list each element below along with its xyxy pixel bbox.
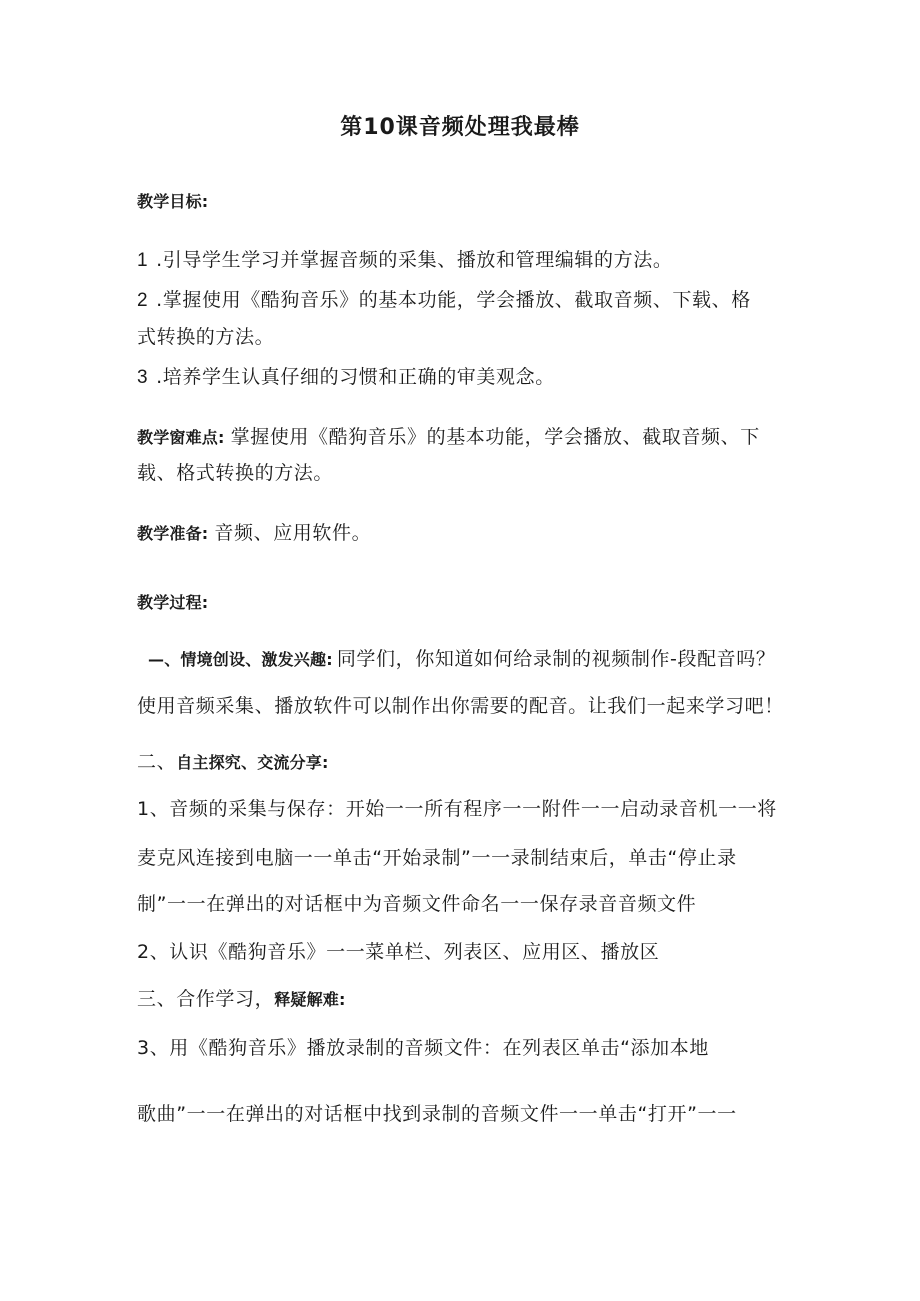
objective-2-text: .掌握使用《酷狗音乐》的基本功能，学会播放、截取音频、下载、格 <box>156 289 751 311</box>
section-3-prefix: 三、合作学习， <box>137 988 275 1010</box>
objective-1 <box>137 248 672 273</box>
process-heading: 教学过程: <box>137 593 209 612</box>
key-points-label: 教学窗难点: <box>137 428 225 447</box>
section-3-item-3-line-1: 3、用《酷狗音乐》播放录制的音频文件：在列表区单击“添加本地 <box>137 1037 709 1059</box>
process-section-2-heading <box>137 750 329 775</box>
preparation-label: 教学准备: <box>137 524 209 543</box>
objectives-heading: 教学目标: <box>137 192 209 211</box>
section-2-item-2: 2、认识《酷狗音乐》一一菜单栏、列表区、应用区、播放区 <box>137 941 660 963</box>
section-2-label: 自主探究、交流分享: <box>176 753 329 772</box>
section-2-item-1-line-3: 制”一一在弹出的对话框中为音频文件命名一一保存录音音频文件 <box>137 893 697 915</box>
objective-2-number: 2 <box>137 290 149 311</box>
process-section-1-continuation: 使用音频采集、播放软件可以制作出你需要的配音。让我们一起来学习吧！ <box>137 695 784 717</box>
section-2-item-1-line-1: 1、音频的采集与保存：开始一一所有程序一一附件一一启动录音机一一将 <box>137 798 777 820</box>
objective-3-text: .培养学生认真仔细的习惯和正确的审美观念。 <box>156 366 555 388</box>
section-1-text: 同学们，你知道如何给录制的视频制作-段配音吗？ <box>336 648 776 670</box>
objective-1-text: .引导学生学习并掌握音频的采集、播放和管理编辑的方法。 <box>156 249 673 271</box>
objective-2-continuation: 式转换的方法。 <box>137 326 275 348</box>
objective-3-number: 3 <box>137 367 149 388</box>
objective-3 <box>137 365 555 390</box>
page-title: 第10课音频处理我最棒 <box>340 115 580 140</box>
process-section-1 <box>148 647 775 672</box>
section-3-item-3-line-2: 歌曲”一一在弹出的对话框中找到录制的音频文件一一单击“打开”一一 <box>137 1103 737 1125</box>
section-1-label: —、情境创设、激发兴趣: <box>148 650 333 669</box>
section-2-item-1-line-2: 麦克风连接到电脑一一单击“开始录制”一一录制结束后，单击“停止录 <box>137 847 737 869</box>
section-3-label: 释疑解难: <box>274 990 346 1009</box>
objective-2 <box>137 288 751 313</box>
section-2-prefix: 二、 <box>137 751 177 773</box>
objective-1-number: 1 <box>137 250 149 271</box>
key-points-text: 掌握使用《酷狗音乐》的基本功能，学会播放、截取音频、下 <box>230 426 760 448</box>
key-points-continuation: 载、格式转换的方法。 <box>137 462 334 484</box>
preparation-text: 音频、应用软件。 <box>214 522 372 544</box>
preparation <box>137 521 371 546</box>
key-points <box>137 425 760 450</box>
process-section-3-heading <box>137 987 346 1012</box>
